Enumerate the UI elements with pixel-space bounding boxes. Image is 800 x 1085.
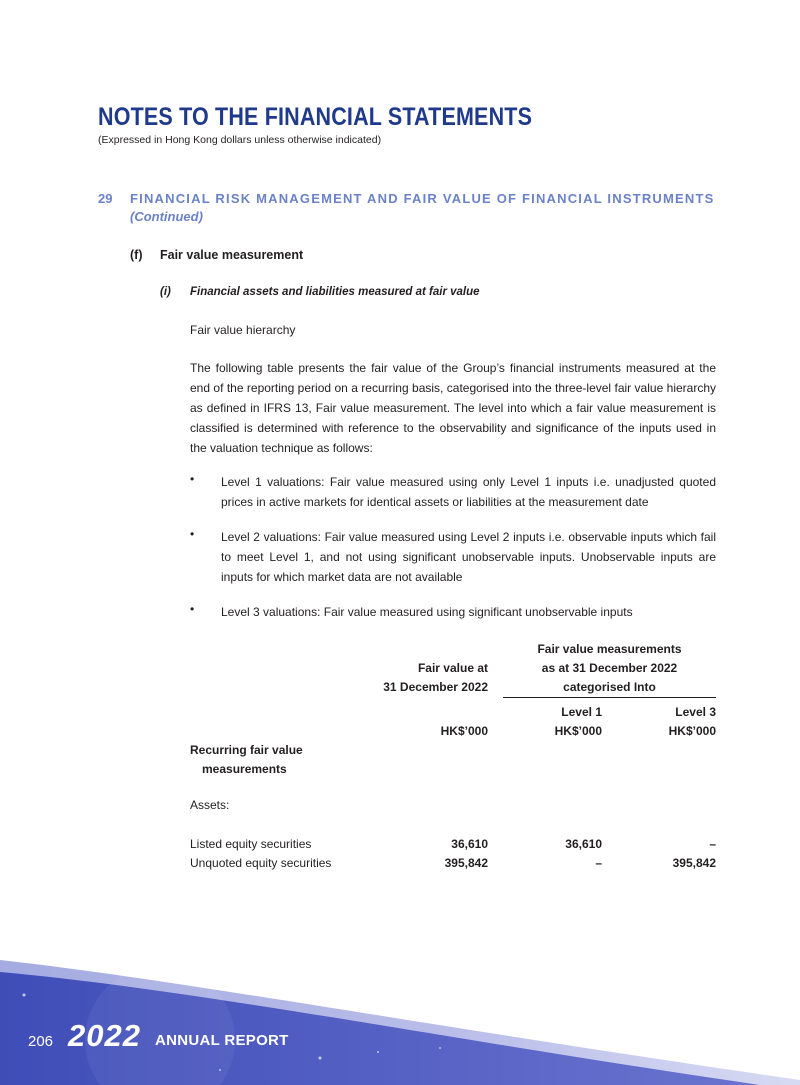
section-continued: (Continued) [130, 209, 203, 224]
table-row-label: Unquoted equity securities [190, 856, 332, 870]
intro-paragraph: The following table presents the fair value of the Group’s financial instruments measured at the end of the reporting period on a recurring basis, categorised into the three-level fair value hierarchy as defined in IFRS 13, Fair value measurement. The level into which a fair value measurement is classified is determined with reference to the observability and significance of the inputs used in the valuation technique as follows: [190, 361, 716, 455]
group-header-line3: categorised Into [563, 680, 656, 694]
section-number: 29 [98, 191, 113, 206]
table-cell-level1: – [595, 856, 602, 870]
annual-report-label: ANNUAL REPORT [155, 1032, 289, 1049]
bullet-symbol: • [190, 527, 195, 541]
level3-header: Level 3 [675, 705, 716, 719]
page-number: 206 [28, 1033, 54, 1050]
table-row-label: Listed equity securities [190, 837, 312, 851]
hierarchy-heading: Fair value hierarchy [190, 323, 296, 337]
report-year: 2022 [68, 1018, 141, 1053]
subsection-f-title: Fair value measurement [160, 248, 304, 262]
unit-header-level3: HK$’000 [668, 724, 716, 738]
table-cell-fair-value: 36,610 [451, 837, 488, 851]
table-cell-fair-value: 395,842 [444, 856, 488, 870]
table-cell-level3: – [709, 837, 716, 851]
bullet-symbol: • [190, 472, 195, 486]
recurring-label-line1: Recurring fair value [190, 743, 303, 757]
unit-header-fair-value: HK$’000 [440, 724, 488, 738]
footer-wave-decoration [0, 930, 800, 1085]
bullet-level-3: Level 3 valuations: Fair value measured using significant unobservable inputs [221, 605, 633, 619]
group-header-rule [503, 697, 716, 698]
level1-header: Level 1 [561, 705, 602, 719]
subsection-i-label: (i) [160, 286, 171, 298]
subsection-i-title: Financial assets and liabilities measured at fair value [190, 286, 480, 298]
section-title: FINANCIAL RISK MANAGEMENT AND FAIR VALUE OF FINANCIAL INSTRUMENTS [130, 191, 715, 206]
recurring-label-line2: measurements [202, 762, 287, 776]
assets-label: Assets: [190, 798, 230, 812]
page-title: NOTES TO THE FINANCIAL STATEMENTS [98, 103, 533, 131]
table-cell-level1: 36,610 [565, 837, 602, 851]
table-cell-level3: 395,842 [672, 856, 716, 870]
bullet-level-2: Level 2 valuations: Fair value measured using Level 2 inputs i.e. observable inputs which fail to meet Level 1, and not using significant unobservable inputs. Unobservable inputs are inputs for which market data are not available [221, 530, 716, 584]
bullet-symbol: • [190, 602, 195, 616]
fair-value-header-line2: 31 December 2022 [383, 680, 488, 694]
fair-value-header-line1: Fair value at [417, 661, 488, 675]
subsection-f-label: (f) [130, 248, 143, 262]
group-header-line1: Fair value measurements [537, 642, 682, 656]
unit-header-level1: HK$’000 [554, 724, 602, 738]
bullet-level-1: Level 1 valuations: Fair value measured using only Level 1 inputs i.e. unadjusted quoted prices in active markets for identical assets or liabilities at the measurement date [221, 475, 716, 509]
group-header-line2: as at 31 December 2022 [541, 661, 678, 675]
page-subtitle: (Expressed in Hong Kong dollars unless otherwise indicated) [98, 134, 382, 146]
